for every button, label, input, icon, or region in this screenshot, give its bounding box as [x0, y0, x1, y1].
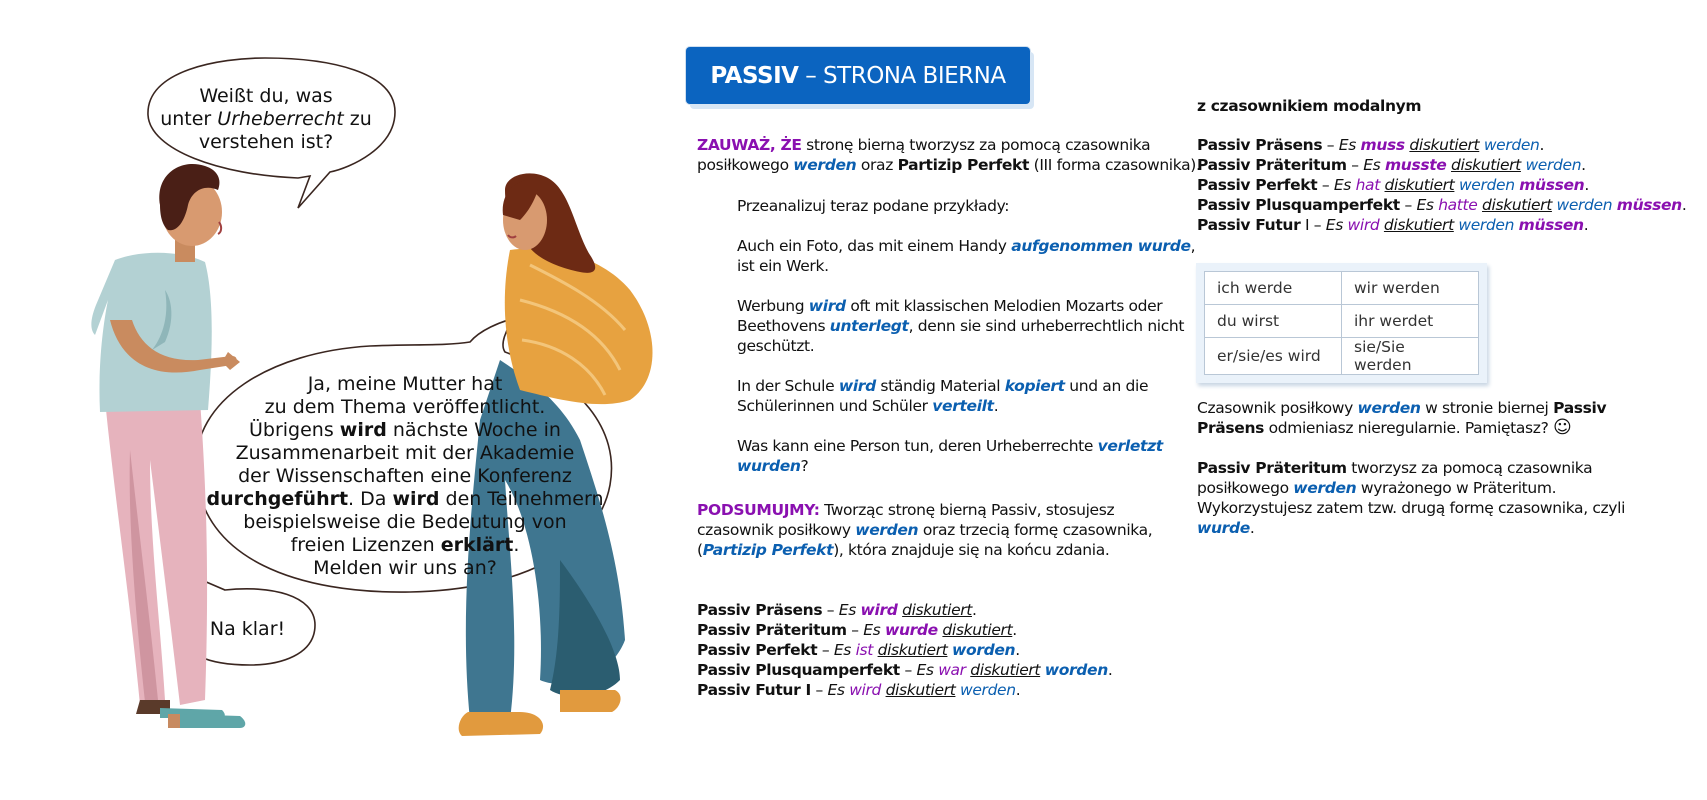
answer-line-9: Melden wir uns an? [313, 557, 497, 579]
answer-line-6: durchgeführt. Da wird den Teilnehmern [206, 488, 604, 510]
conjugation-table [1196, 263, 1487, 383]
analyze-instruction: Przeanalizuj teraz podane przykłady: [737, 197, 1010, 215]
smiley-icon: ☺ [1553, 417, 1572, 438]
example-4-line-1: Was kann eine Person tun, deren Urheberrechte verletzt [737, 437, 1163, 455]
prateritum-note [1197, 458, 1697, 538]
table-row [1205, 305, 1479, 338]
modal-tense-row: Passiv Futur I – Es wird diskutiert werden müssen. [1197, 216, 1589, 234]
example-4-line-2: wurden? [737, 457, 809, 475]
werden-table [1204, 271, 1479, 375]
note-line-1: ZAUWAŻ, ŻE stronę bierną tworzysz za pomocą czasownika [697, 136, 1151, 154]
werden-note-line-2: Präsens odmieniasz nieregularnie. Pamiętasz? ☺ [1197, 417, 1572, 438]
tense-row: Passiv Präteritum – Es wurde diskutiert. [697, 621, 1017, 639]
answer-line-2: zu dem Thema veröffentlicht. [264, 396, 546, 418]
tense-row: Passiv Präsens – Es wird diskutiert. [697, 601, 977, 619]
question-line-1: Weißt du, was [199, 85, 333, 107]
summary-block [697, 500, 1177, 560]
werden-note-line-1: Czasownik posiłkowy werden w stronie biernej Passiv [1197, 399, 1607, 417]
prateritum-note-line-2: posiłkowego werden wyrażonego w Präteritum. [1197, 479, 1557, 497]
answer-text [200, 373, 610, 580]
examples-block [737, 196, 1196, 476]
werden-note [1197, 398, 1677, 438]
answer-line-8: freien Lizenzen erklärt. [290, 534, 520, 556]
modal-heading: z czasownikiem modalnym [1197, 97, 1422, 115]
prateritum-note-line-4: wurde. [1197, 519, 1255, 537]
example-1-line-1: Auch ein Foto, das mit einem Handy aufgenommen wurde, [737, 237, 1196, 255]
question-line-2: unter Urheberrecht zu [160, 108, 372, 130]
table-cell: ihr werdet [1342, 305, 1479, 338]
modal-tense-row: Passiv Perfekt – Es hat diskutiert werden müssen. [1197, 176, 1589, 194]
modal-tense-list [1197, 135, 1697, 235]
modal-tense-row: Passiv Präteritum – Es musste diskutiert werden. [1197, 156, 1586, 174]
modal-tense-row: Passiv Plusquamperfekt – Es hatte diskutiert werden müssen. [1197, 196, 1687, 214]
summary-line-3: (Partizip Perfekt), która znajduje się na końcu zdania. [697, 541, 1110, 559]
title-rest: – STRONA BIERNA [798, 62, 1006, 89]
prateritum-note-line-3: Wykorzystujesz zatem tzw. drugą formę czasownika, czyli [1197, 499, 1626, 517]
example-2-line-3: geschützt. [737, 337, 815, 355]
table-cell: er/sie/es wird [1205, 338, 1342, 375]
prateritum-note-line-1: Passiv Präteritum tworzysz za pomocą czasownika [1197, 459, 1593, 477]
tense-row: Passiv Perfekt – Es ist diskutiert worden. [697, 641, 1020, 659]
example-2-line-1: Werbung wird oft mit klassischen Melodien Mozarts oder [737, 297, 1163, 315]
page-title [686, 47, 1030, 104]
example-2-line-2: Beethovens unterlegt, denn sie sind urheberrechtlich nicht [737, 317, 1185, 335]
note-block [697, 135, 1201, 175]
tense-list [697, 600, 1177, 700]
table-cell: du wirst [1205, 305, 1342, 338]
answer-line-7: beispielsweise die Bedeutung von [243, 511, 567, 533]
table-cell: ich werde [1205, 272, 1342, 305]
question-line-3: verstehen ist? [198, 131, 334, 153]
summary-line-2: czasownik posiłkowy werden oraz trzecią formę czasownika, [697, 521, 1153, 539]
answer-line-1: Ja, meine Mutter hat [307, 373, 503, 395]
answer-line-4: Zusammenarbeit mit der Akademie [235, 442, 575, 464]
note-line-2: posiłkowego werden oraz Partizip Perfekt (III forma czasownika). [697, 156, 1201, 174]
table-row [1205, 272, 1479, 305]
question-text [150, 85, 382, 154]
answer-line-5: der Wissenschaften eine Konferenz [238, 465, 572, 487]
answer-line-3: Übrigens wird nächste Woche in [249, 419, 561, 441]
tense-row: Passiv Futur I – Es wird diskutiert werden. [697, 681, 1021, 699]
modal-tense-row: Passiv Präsens – Es muss diskutiert werden. [1197, 136, 1545, 154]
example-1-line-2: ist ein Werk. [737, 257, 829, 275]
reply-text: Na klar! [209, 618, 286, 640]
summary-line-1: PODSUMUJMY: Tworząc stronę bierną Passiv, stosujesz [697, 501, 1115, 519]
example-3-line-2: Schülerinnen und Schüler verteilt. [737, 397, 999, 415]
table-cell: wir werden [1342, 272, 1479, 305]
table-row [1205, 338, 1479, 375]
example-3-line-1: In der Schule wird ständig Material kopiert und an die [737, 377, 1149, 395]
table-cell: sie/Sie werden [1342, 338, 1479, 375]
tense-row: Passiv Plusquamperfekt – Es war diskutiert worden. [697, 661, 1113, 679]
title-bold: PASSIV [710, 62, 799, 89]
